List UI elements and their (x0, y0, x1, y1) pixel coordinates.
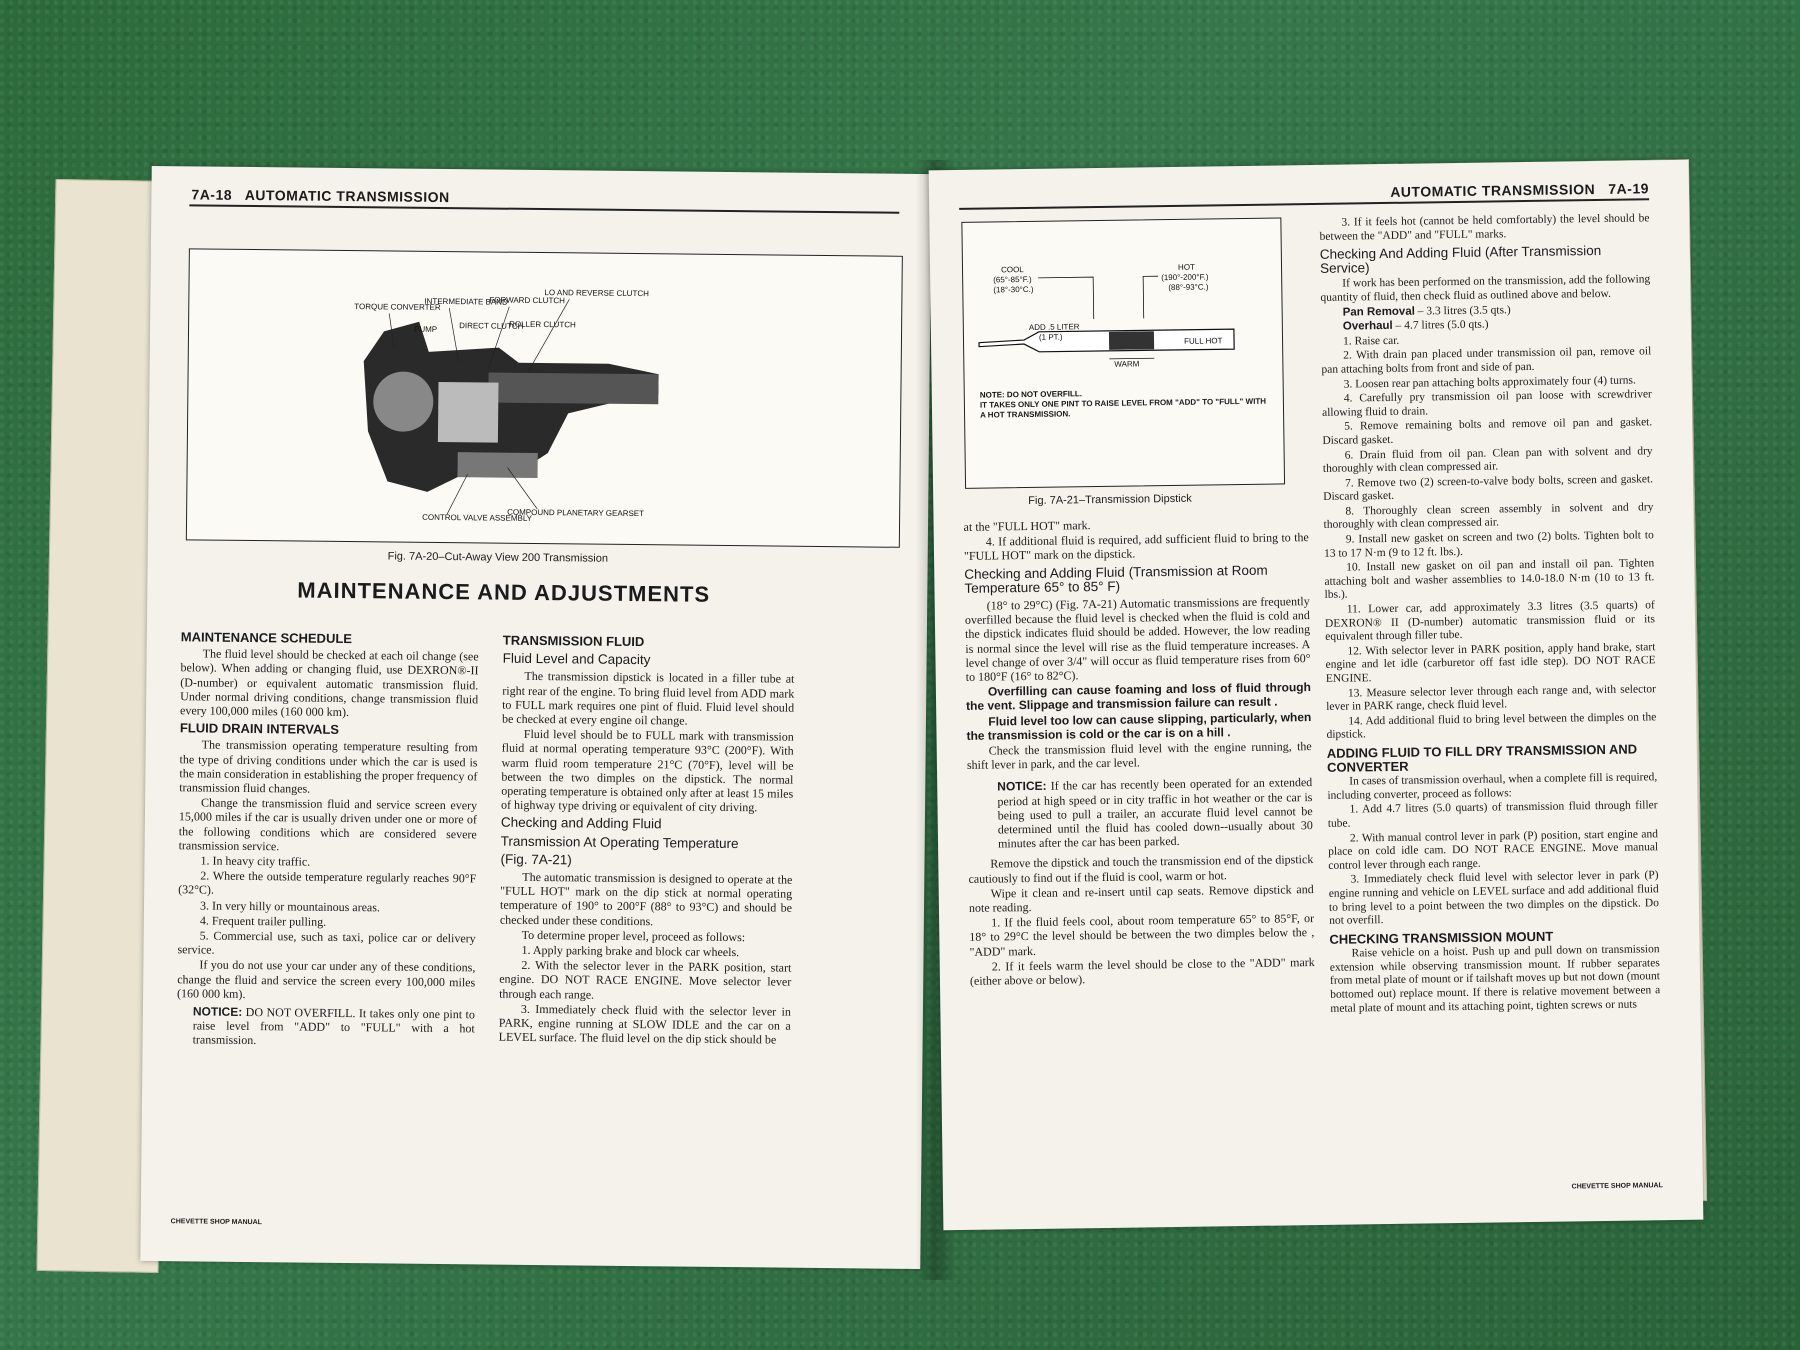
list-item: 13. Measure selector lever through each range and, with selector lever in PARK range, check fluid level. (1326, 682, 1657, 714)
paragraph: 1. If the fluid feels cool, about room temperature 65° to 85°F, or 18° to 29°C the level should be between the two dimples below the , "ADD" mark. (969, 911, 1315, 959)
warning-overfill: Overfilling can cause foaming and loss of fluid through the vent. Slippage and transmission failure can result . (966, 680, 1311, 714)
fluid-drain-heading: FLUID DRAIN INTERVALS (179, 720, 340, 738)
list-item: 2. With manual control lever in park (P) position, start engine and place on cold idle cam. DO NOT RACE ENGINE. Move manual control lever through each range. (1328, 827, 1659, 872)
list-item: 1. In heavy city traffic. (200, 853, 311, 869)
dry-fill-heading: ADDING FLUID TO FILL DRY TRANSMISSION AND CONVERTER (1326, 741, 1638, 775)
paragraph: In cases of transmission overhaul, when a complete fill is required, including converter, proceed as follows: (1327, 771, 1658, 802)
full-hot-label: FULL HOT (1183, 336, 1223, 346)
label-torque-converter: TORQUE CONVERTER (354, 302, 441, 312)
list-item: 3. Immediately check fluid with the selector lever in PARK, engine running at SLOW IDLE and the car on a LEVEL surface. The fluid level on the dip stick should be (498, 1001, 792, 1047)
pan-removal-value: – 3.3 litres (3.5 qts.) (1417, 303, 1511, 318)
notice (193, 1005, 475, 1051)
paragraph: Change the transmission fluid and service screen every 15,000 miles if the car is usually driven under one or more of the following conditions which are considered severe transmission service. (178, 795, 478, 854)
maintenance-schedule-heading: MAINTENANCE SCHEDULE (180, 629, 353, 647)
paragraph: Check the transmission fluid level with the engine running, the shift lever in park, and the car level. (966, 739, 1312, 773)
label-intermediate-band: INTERMEDIATE BAND (424, 296, 508, 307)
cool-label: COOL (1000, 265, 1024, 275)
left-column-2 (499, 630, 795, 1049)
list-item: 1. Add 4.7 litres (5.0 quarts) of transmission fluid through filler tube. (1327, 799, 1658, 830)
right-page (929, 160, 1704, 1231)
add-label: ADD .5 LITER (1028, 322, 1080, 332)
paragraph: Fluid level should be to FULL mark with transmission fluid at normal operating temperature 93°C (200°F). With warm fluid room temperature 21°C (70°F), level will be between the two dimples on the dipstick. The normal operating temperature is obtained only after at least 15 miles of highway type driving or equivalent of city driving. (501, 727, 794, 815)
notice-text: If the car has recently been operated for an extended period at high speed or in city traffic in hot weather or the car is being used to pull a trailer, an accurate fluid level cannot be determined until the fluid has cooled down--usually about 30 minutes after the car has been parked. (997, 775, 1313, 851)
overhaul-label: Overhaul (1342, 320, 1393, 333)
paragraph: To determine proper level, proceed as follows: (521, 927, 746, 945)
paragraph: Wipe it clean and re-insert until cap seats. Remove dipstick and note reading. (968, 881, 1314, 915)
left-page (140, 166, 931, 1269)
list-item: 5. Remove remaining bolts and remove oil pan and gasket. Discard gasket. (1322, 416, 1653, 447)
cool-f-label: (65°-85°F.) (993, 274, 1032, 285)
list-item: 5. Commercial use, such as taxi, police car or delivery service. (177, 928, 476, 957)
warning-low-level: Fluid level too low can cause slipping, particularly, when the transmission is cold or the car is on a hill . (966, 709, 1312, 743)
list-item: 14. Add additional fluid to bring level between the dimples on the dipstick. (1326, 711, 1657, 742)
list-item: 10. Install new gasket on oil pan and install oil pan. Tighten attaching bolt and washer assemblies to 14.0-18.0 N·m (10 to 13 ft. lbs.). (1324, 557, 1655, 602)
pan-removal-label: Pan Removal (1342, 305, 1415, 319)
paragraph: 4. If additional fluid is required, add sufficient fluid to bring to the "FULL HOT" mark on the dipstick. (963, 530, 1309, 564)
list-item: 4. Carefully pry transmission oil pan loose with screwdriver allowing fluid to drain. (1321, 388, 1652, 419)
right-footer: CHEVETTE SHOP MANUAL (1571, 1182, 1663, 1191)
fig-ref-heading: (Fig. 7A-21) (500, 851, 572, 868)
transmission-fluid-heading: TRANSMISSION FLUID (502, 632, 645, 650)
fluid-level-heading: Fluid Level and Capacity (502, 650, 651, 668)
left-footer: CHEVETTE SHOP MANUAL (170, 1218, 263, 1227)
label-planetary-gearset: COMPOUND PLANETARY GEARSET (507, 507, 645, 519)
add-pt-label: (1 PT.) (1038, 332, 1063, 342)
cutaway-figure (186, 248, 903, 547)
list-item: 9. Install new gasket on screen and two (2) bolts. Tighten bolt to 13 to 17 N·m (9 to 12 ft. lbs.). (1323, 529, 1654, 560)
paragraph: The fluid level should be checked at each oil change (see below). When adding or changing fluid, use DEXRON®-II (D-number) or equivalent automatic transmission fluid. Under normal driving conditions, change transmission fluid every 100,000 miles (160 000 km). (179, 646, 479, 720)
hot-c-label: (88°-93°C.) (1168, 282, 1209, 293)
operating-temp-heading: Transmission At Operating Temperature (500, 833, 739, 851)
list-item: 1. Apply parking brake and block car wheels. (521, 942, 740, 960)
list-item: 12. With selector lever in PARK position, apply hand brake, start engine and let idle (carburetor off fast idle step). DO NOT RACE ENGINE. (1325, 641, 1656, 685)
notice-label: NOTICE: (997, 779, 1047, 794)
right-header-rule (959, 198, 1649, 210)
notice-label: NOTICE: (192, 1004, 243, 1020)
list-item: 3. In very hilly or mountainous areas. (199, 898, 381, 915)
cool-c-label: (18°-30°C.) (993, 284, 1034, 295)
left-header-rule (189, 204, 899, 213)
overhaul-value: – 4.7 litres (5.0 qts.) (1395, 318, 1489, 333)
list-item: 3. Immediately check fluid level with selector lever in park (P) engine running and vehicle on LEVEL surface and add additional fluid to bring level to a point between the two dimples on the dipstick. Do not overfill. (1328, 869, 1660, 927)
hot-label: HOT (1177, 262, 1195, 272)
paragraph: at the "FULL HOT" mark. (963, 518, 1091, 534)
list-item: 2. With drain pan placed under transmission oil pan, remove oil pan attaching bolts from front and side of pan. (1321, 345, 1652, 376)
dipstick-illustration (962, 218, 1284, 487)
list-item: 1. Raise car. (1342, 334, 1400, 348)
paragraph: The transmission dipstick is located in a filler tube at right rear of the engine. To bring fluid level from ADD mark to FULL mark requires one pint of fluid. Fluid level should be checked at every engine oil change. (501, 669, 795, 728)
label-pump: PUMP (414, 324, 438, 334)
list-item: 2. With the selector lever in the PARK position, start engine. DO NOT RACE ENGINE. Move selector lever through each range. (499, 958, 792, 1002)
paragraph: Raise vehicle on a hoist. Push up and pull down on transmission extension while observing transmission mount. If rubber separates from metal plate of mount or if tailshaft moves up but not down (mount bottomed out) replace mount. If there is relative movement between a metal plate of mount and its attaching point, tighten screws or nuts (1329, 943, 1661, 1015)
paragraph: 3. If it feels hot (cannot be held comfortably) the level should be between the "ADD" and "FULL" marks. (1319, 212, 1650, 243)
paragraph: If you do not use your car under any of these conditions, change the fluid and service the screen every 100,000 miles (160 000 km). (177, 957, 476, 1001)
cutaway-caption: Fig. 7A-20–Cut-Away View 200 Transmission (387, 550, 609, 565)
label-forward-clutch: FORWARD CLUTCH (489, 295, 565, 306)
after-service-heading: Checking And Adding Fluid (After Transmission Service) (1319, 243, 1602, 276)
right-column-2 (1319, 212, 1660, 1017)
dipstick-caption: Fig. 7A-21–Transmission Dipstick (1028, 492, 1192, 507)
hot-f-label: (190°-200°F.) (1161, 272, 1209, 283)
list-item: 11. Lower car, add approximately 3.3 litres (3.5 quarts) of DEXRON® II (D-number) automatic transmission fluid or its equivalent through filler tube. (1324, 599, 1656, 644)
paragraph: 2. If it feels warm the level should be close to the "ADD" mark (either above or below). (969, 954, 1315, 988)
checking-adding-heading: Checking and Adding Fluid (500, 815, 662, 832)
right-page-header (1390, 180, 1649, 200)
section-title: MAINTENANCE AND ADJUSTMENTS (297, 577, 711, 607)
mount-heading: CHECKING TRANSMISSION MOUNT (1329, 928, 1554, 947)
list-item: 6. Drain fluid from oil pan. Clean pan with solvent and dry thoroughly with clean compressed air. (1322, 444, 1653, 475)
right-header-title: AUTOMATIC TRANSMISSION (1390, 181, 1596, 200)
paragraph: The transmission operating temperature resulting from the type of driving conditions under which the car is used is the main consideration in establishing the proper frequency of transmission fluid changes. (179, 737, 478, 796)
list-item: 2. Where the outside temperature regularly reaches 90°F (32°C). (178, 868, 477, 898)
room-temp-heading: Checking and Adding Fluid (Transmission at Room Temperature 65° to 85° F) (964, 562, 1268, 596)
paragraph: The automatic transmission is designed to operate at the "FULL HOT" mark on the dip stick at normal operating temperature of 190° to 200°F (88° to 93°C) and should be checked under these conditions. (499, 869, 793, 928)
left-page-header (191, 186, 449, 205)
dipstick-figure (961, 217, 1285, 488)
label-lo-reverse-clutch: LO AND REVERSE CLUTCH (544, 288, 649, 299)
list-item: 3. Loosen rear pan attaching bolts approximately four (4) turns. (1343, 374, 1636, 391)
dipstick-note-text: IT TAKES ONLY ONE PINT TO RAISE LEVEL FROM "ADD" TO "FULL" WITH A HOT TRANSMISSION. (979, 396, 1267, 420)
label-control-valve: CONTROL VALVE ASSEMBLY (422, 512, 533, 523)
notice (997, 776, 1313, 851)
warm-label: WARM (1114, 359, 1140, 369)
list-item: 4. Frequent trailer pulling. (199, 913, 327, 929)
label-direct-clutch: DIRECT CLUTCH (459, 321, 524, 331)
note-label: NOTE: DO NOT OVERFILL. (979, 389, 1083, 400)
paragraph: (18° to 29°C) (Fig. 7A-21) Automatic transmissions are frequently overfilled because the fluid level is checked when the fluid is cold and the dipstick indicates fluid should be added. However, the low reading is normal since the level will rise as the fluid temperature increases. A level change of over 3/4" will occur as fluid temperature rises from 60° to 180°F (16° to 82°C). (964, 594, 1311, 684)
left-page-number: 7A-18 (191, 186, 233, 203)
label-roller-clutch: ROLLER CLUTCH (509, 319, 576, 330)
list-item: 7. Remove two (2) screen-to-valve body bolts, screen and gasket. Discard gasket. (1323, 472, 1654, 504)
left-header-title: AUTOMATIC TRANSMISSION (244, 186, 450, 206)
right-column-1 (964, 515, 1316, 989)
paragraph: If work has been performed on the transmission, add the following quantity of fluid, then check fluid as outlined above and below. (1320, 273, 1651, 304)
list-item: 8. Thoroughly clean screen assembly in solvent and dry thoroughly with clean compressed air. (1323, 501, 1654, 532)
right-page-number: 7A-19 (1608, 180, 1650, 197)
open-book (36, 160, 1686, 1270)
cutaway-illustration (187, 249, 902, 546)
paragraph: Remove the dipstick and touch the transmission end of the dipstick cautiously to find out if the fluid is cool, warm or hot. (968, 852, 1314, 886)
notice-text: DO NOT OVERFILL. It takes only one pint to raise level from "ADD" to "FULL" with a hot transmission. (192, 1005, 475, 1048)
left-column-1 (177, 626, 479, 1051)
